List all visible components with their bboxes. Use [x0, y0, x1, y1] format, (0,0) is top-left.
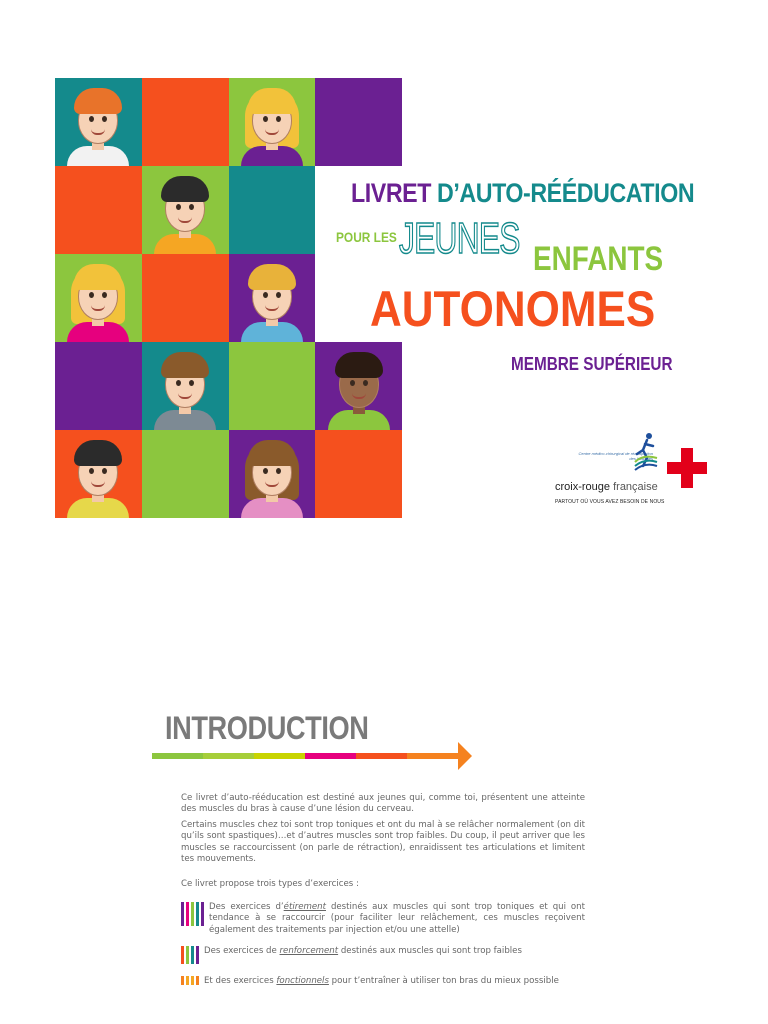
color-ribbon	[152, 753, 458, 759]
title-enfants: ENFANTS	[533, 240, 664, 278]
grid-cell-kid	[229, 430, 316, 518]
logo-tagline: PARTOUT OÙ VOUS AVEZ BESOIN DE NOUS	[555, 499, 665, 505]
kid-portrait	[63, 256, 133, 342]
color-bars-icon	[181, 976, 199, 985]
color-bar	[191, 902, 194, 926]
color-bar	[201, 902, 204, 926]
grid-cell-kid	[55, 78, 142, 166]
intro-paragraph-1: Ce livret d’auto-rééducation est destiné aux jeunes qui, comme toi, présentent une atteinte des muscles du bras à cause d’une lésion du cerveau.	[181, 793, 585, 815]
grid-cell	[142, 78, 229, 166]
runner-icon	[633, 432, 659, 472]
cover-illustration-grid	[55, 78, 402, 518]
color-bar	[191, 976, 194, 985]
color-bar	[186, 946, 189, 964]
grid-cell	[142, 254, 229, 342]
intro-paragraph-3: Ce livret propose trois types d’exercices :	[181, 879, 359, 889]
logo-center-name: Centre médico-chirurgical de réadaptation des Massues	[578, 451, 653, 461]
kid-portrait	[237, 80, 307, 166]
grid-cell-kid	[55, 254, 142, 342]
ribbon-segment	[254, 753, 305, 759]
title-autonomes: AUTONOMES	[370, 281, 656, 337]
grid-cell-kid	[229, 254, 316, 342]
subtitle-membre-superieur: MEMBRE SUPÉRIEUR	[511, 354, 673, 374]
title-livret: LIVRET	[351, 178, 431, 208]
title-pour-les: POUR LES	[336, 229, 397, 245]
grid-cell	[229, 166, 316, 254]
kid-portrait	[63, 432, 133, 518]
ribbon-segment	[305, 753, 356, 759]
grid-cell	[315, 78, 402, 166]
grid-cell-kid	[55, 430, 142, 518]
exercise-type-text: Des exercices de renforcement destinés aux muscles qui sont trop faibles	[204, 946, 522, 956]
logo-brand	[555, 481, 658, 493]
color-bar	[181, 946, 184, 964]
croix-rouge-logo	[553, 428, 711, 516]
introduction-heading: INTRODUCTION	[165, 710, 369, 746]
exercise-type-text: Des exercices d’étirement destinés aux muscles qui sont trop toniques et qui ont tendance à se raccourcir (pour faciliter leur relâchement, ces muscles reçoivent également des traitements par injection et/ou une attelle)	[209, 902, 585, 935]
kid-portrait	[237, 432, 307, 518]
color-bar	[191, 946, 194, 964]
ribbon-arrow-icon	[458, 742, 472, 770]
ribbon-segment	[356, 753, 407, 759]
color-bar	[196, 946, 199, 964]
exercise-type-text: Et des exercices fonctionnels pour t’entraîner à utiliser ton bras du mieux possible	[204, 976, 559, 986]
exercise-type-item	[181, 902, 585, 936]
cover-title-line1	[351, 178, 694, 209]
title-jeunes: JEUNES	[399, 214, 520, 263]
exercise-type-item	[181, 946, 585, 964]
color-bars-icon	[181, 946, 199, 964]
color-bar	[186, 976, 189, 985]
brand-main: croix-rouge	[555, 481, 611, 493]
grid-cell-kid	[142, 166, 229, 254]
color-bar	[196, 902, 199, 926]
grid-cell	[142, 430, 229, 518]
kid-portrait	[63, 80, 133, 166]
grid-cell	[55, 166, 142, 254]
color-bar	[181, 902, 184, 926]
kid-portrait	[237, 256, 307, 342]
grid-cell-kid	[315, 342, 402, 430]
grid-cell	[315, 430, 402, 518]
ribbon-segment	[407, 753, 458, 759]
kid-portrait	[324, 344, 394, 430]
exercise-type-item	[181, 976, 585, 987]
grid-cell-kid	[142, 342, 229, 430]
kid-portrait	[150, 168, 220, 254]
kid-portrait	[150, 344, 220, 430]
color-bar	[181, 976, 184, 985]
grid-cell-kid	[229, 78, 316, 166]
ribbon-segment	[152, 753, 203, 759]
intro-paragraph-2: Certains muscles chez toi sont trop toniques et ont du mal à se relâcher normalement (on dit qu’ils sont spastiques)…et d’autres muscles sont trop faibles. Du coup, il peut arriver que les muscles se raccourcissent (on parle de rétraction), enraidissent tes articulations et limitent tes mouvements.	[181, 820, 585, 864]
grid-cell	[55, 342, 142, 430]
brand-sub: française	[613, 481, 658, 493]
color-bar	[186, 902, 189, 926]
title-auto-reeducation: D’AUTO-RÉÉDUCATION	[437, 178, 695, 208]
ribbon-segment	[203, 753, 254, 759]
color-bar	[196, 976, 199, 985]
grid-cell	[229, 342, 316, 430]
red-cross-icon-bar	[667, 462, 707, 474]
color-bars-icon	[181, 902, 204, 926]
